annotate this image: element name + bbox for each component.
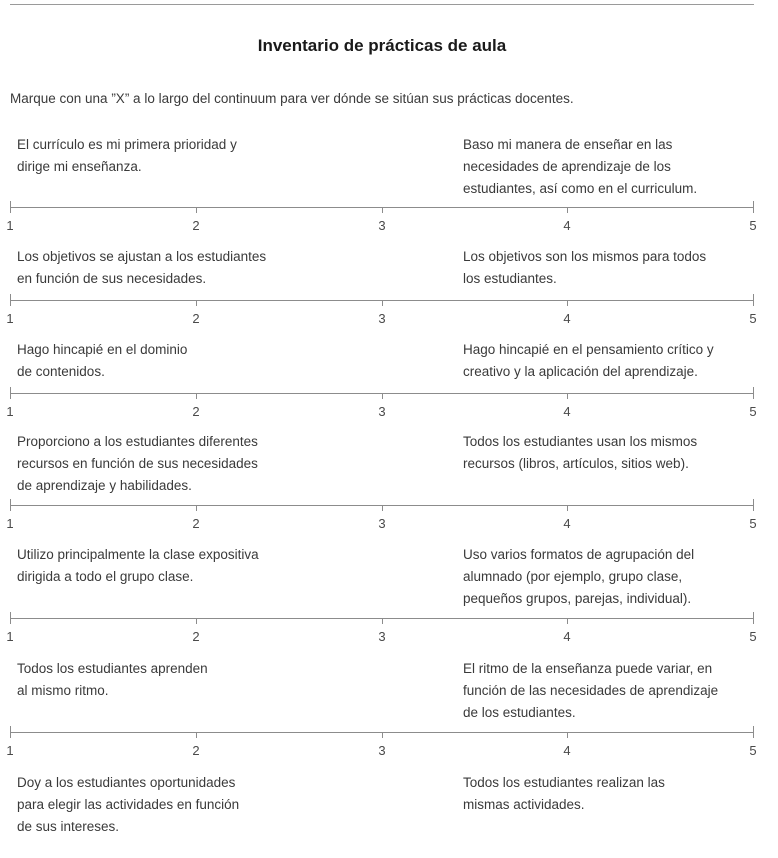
scale-tick: [10, 612, 11, 624]
statement-line: al mismo ritmo.: [17, 683, 109, 698]
statement-line: de los estudiantes.: [463, 705, 576, 720]
scale-label: 3: [378, 218, 386, 233]
scale-tick: [753, 294, 754, 306]
scale-label: 3: [378, 404, 386, 419]
scale-tick: [10, 387, 11, 399]
scale-tick: [196, 732, 197, 738]
scale-tick: [382, 618, 383, 624]
statement-left-3: [17, 339, 187, 383]
statement-right-4: [463, 431, 697, 475]
statement-line: creativo y la aplicación del aprendizaje.: [463, 364, 698, 379]
scale-label: 1: [6, 743, 14, 758]
scale-tick: [567, 505, 568, 511]
scale-label: 5: [749, 743, 757, 758]
statement-left-1: [17, 134, 237, 178]
statement-line: Todos los estudiantes aprenden: [17, 661, 208, 676]
scale-tick: [196, 618, 197, 624]
statement-line: Hago hincapié en el dominio: [17, 342, 188, 357]
statement-line: recursos en función de sus necesidades: [17, 456, 258, 471]
continuum-scale-5[interactable]: [6, 612, 757, 644]
scale-label: 2: [192, 404, 200, 419]
scale-label: 2: [192, 629, 200, 644]
statement-left-2: [17, 246, 266, 290]
continuum-scale-4[interactable]: [6, 499, 757, 531]
statement-line: Todos los estudiantes usan los mismos: [463, 434, 698, 449]
scale-label: 1: [6, 404, 14, 419]
statement-left-5: [17, 544, 259, 588]
statement-right-6: [463, 658, 718, 724]
scale-tick: [567, 732, 568, 738]
scale-label: 4: [563, 404, 571, 419]
scale-label: 3: [378, 743, 386, 758]
statement-line: alumnado (por ejemplo, grupo clase,: [463, 569, 683, 584]
scale-tick: [382, 732, 383, 738]
continuum-scale-3[interactable]: [6, 387, 757, 419]
statement-line: Los objetivos se ajustan a los estudiantes: [17, 249, 267, 264]
statement-line: El currículo es mi primera prioridad y: [17, 137, 237, 152]
instructions-text: Marque con una ”X” a lo largo del continuum para ver dónde se sitúan sus prácticas docentes.: [10, 91, 574, 106]
scale-label: 3: [378, 311, 386, 326]
statement-line: mismas actividades.: [463, 797, 585, 812]
scale-tick: [567, 393, 568, 399]
scale-label: 1: [6, 516, 14, 531]
scale-tick: [753, 387, 754, 399]
statement-line: Hago hincapié en el pensamiento crítico y: [463, 342, 714, 357]
statement-line: Baso mi manera de enseñar en las: [463, 137, 673, 152]
statement-line: Doy a los estudiantes oportunidades: [17, 775, 236, 790]
scale-label: 4: [563, 743, 571, 758]
continuum-scale-2[interactable]: [6, 294, 757, 326]
statement-line: para elegir las actividades en función: [17, 797, 240, 812]
statement-line: estudiantes, así como en el curriculum.: [463, 181, 698, 196]
statement-line: Todos los estudiantes realizan las: [463, 775, 665, 790]
statement-line: Uso varios formatos de agrupación del: [463, 547, 695, 562]
scale-tick: [753, 201, 754, 213]
scale-label: 3: [378, 516, 386, 531]
scale-label: 4: [563, 311, 571, 326]
statement-line: Proporciono a los estudiantes diferentes: [17, 434, 258, 449]
scale-tick: [567, 300, 568, 306]
scale-tick: [10, 294, 11, 306]
scale-tick: [196, 207, 197, 213]
scale-tick: [753, 612, 754, 624]
statement-line: recursos (libros, artículos, sitios web).: [463, 456, 689, 471]
scale-label: 2: [192, 516, 200, 531]
scale-label: 1: [6, 218, 14, 233]
scale-label: 4: [563, 218, 571, 233]
statement-right-3: [463, 339, 714, 383]
statement-line: de contenidos.: [17, 364, 105, 379]
statement-line: Utilizo principalmente la clase expositiva: [17, 547, 259, 562]
statement-line: dirigida a todo el grupo clase.: [17, 569, 194, 584]
scale-tick: [382, 393, 383, 399]
statement-left-4: [17, 431, 258, 497]
statement-left-7: [17, 772, 239, 838]
scale-label: 2: [192, 743, 200, 758]
statement-line: de aprendizaje y habilidades.: [17, 478, 192, 493]
scale-tick: [10, 499, 11, 511]
statement-line: en función de sus necesidades.: [17, 271, 207, 286]
scale-tick: [567, 207, 568, 213]
continuum-scale-6[interactable]: [6, 726, 757, 758]
statement-right-7: [463, 772, 665, 816]
scale-tick: [753, 499, 754, 511]
statement-right-2: [463, 246, 706, 290]
scale-tick: [196, 300, 197, 306]
scale-tick: [10, 726, 11, 738]
continuum-scale-1[interactable]: [6, 201, 757, 233]
statement-line: El ritmo de la enseñanza puede variar, en: [463, 661, 713, 676]
scale-label: 5: [749, 516, 757, 531]
scale-label: 4: [563, 629, 571, 644]
scale-label: 3: [378, 629, 386, 644]
scale-tick: [382, 207, 383, 213]
scale-tick: [10, 201, 11, 213]
statement-right-5: [463, 544, 694, 610]
scale-label: 1: [6, 311, 14, 326]
scale-tick: [196, 393, 197, 399]
scale-tick: [382, 505, 383, 511]
statement-left-6: [17, 658, 208, 702]
scale-tick: [567, 618, 568, 624]
scale-label: 5: [749, 404, 757, 419]
statement-line: función de las necesidades de aprendizaje: [463, 683, 719, 698]
scale-tick: [753, 726, 754, 738]
scale-tick: [196, 505, 197, 511]
statement-line: Los objetivos son los mismos para todos: [463, 249, 707, 264]
scale-label: 5: [749, 218, 757, 233]
scale-label: 2: [192, 311, 200, 326]
scale-label: 4: [563, 516, 571, 531]
scale-label: 1: [6, 629, 14, 644]
scale-label: 5: [749, 629, 757, 644]
statement-line: los estudiantes.: [463, 271, 557, 286]
scale-label: 5: [749, 311, 757, 326]
scale-tick: [382, 300, 383, 306]
statement-line: necesidades de aprendizaje de los: [463, 159, 671, 174]
statement-line: de sus intereses.: [17, 819, 120, 834]
scale-label: 2: [192, 218, 200, 233]
page-title: Inventario de prácticas de aula: [257, 36, 507, 55]
statement-right-1: [463, 134, 697, 200]
statement-line: dirige mi enseñanza.: [17, 159, 142, 174]
statement-line: pequeños grupos, parejas, individual).: [463, 591, 692, 606]
top-divider: [10, 4, 754, 5]
